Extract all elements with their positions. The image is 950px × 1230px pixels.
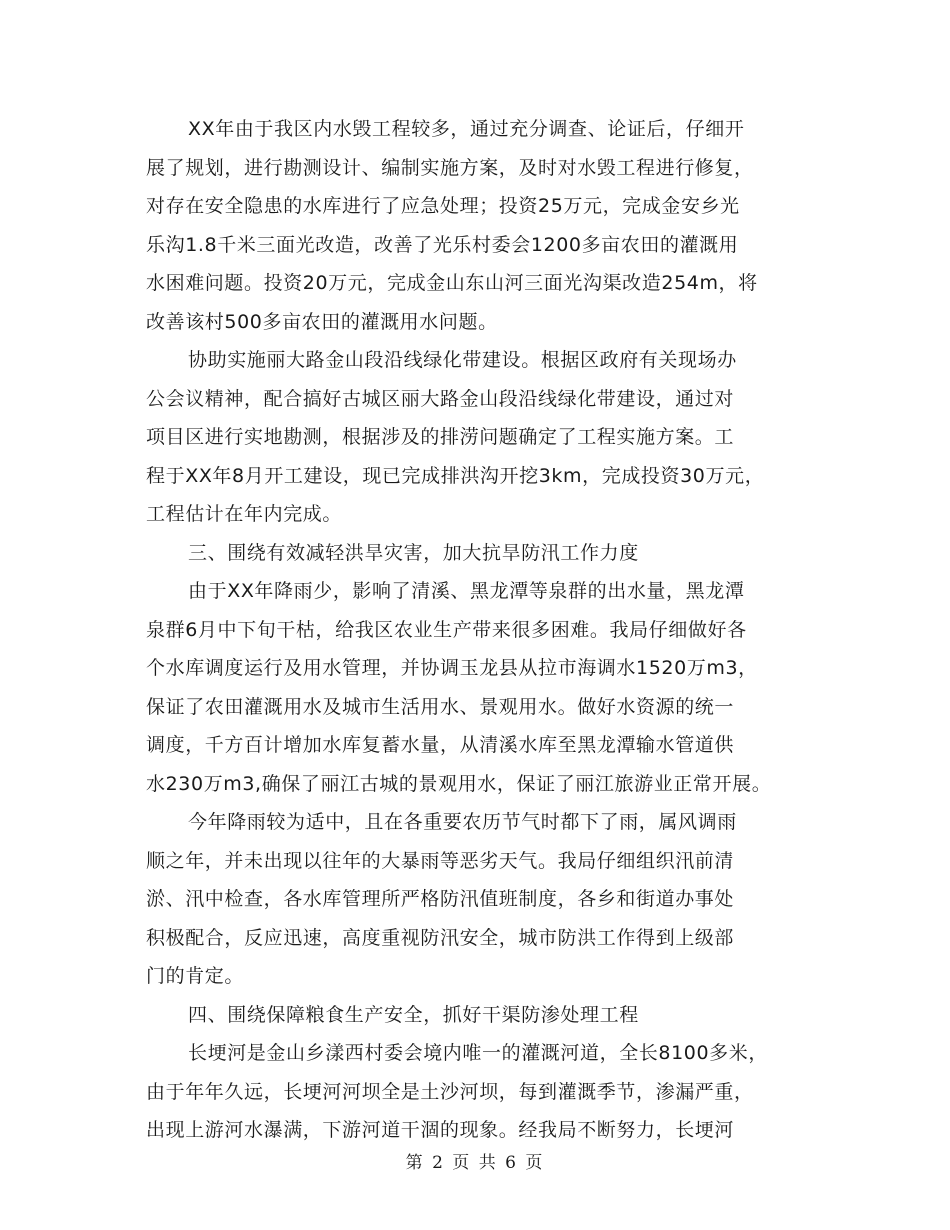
text-line: 协助实施丽大路金山段沿线绿化带建设。根据区政府有关现场办 [188, 349, 737, 371]
text-line: 由于年年久远，长埂河河坝全是土沙河坝，每到灌溉季节，渗漏严重， [146, 1080, 754, 1103]
text-line: 门的肯定。 [146, 965, 245, 987]
text-line: 公会议精神，配合搞好古城区丽大路金山段沿线绿化带建设，通过对 [146, 387, 735, 410]
text-line: 乐沟1.8千米三面光改造，改善了光乐村委会1200多亩农田的灌溉用 [146, 233, 739, 256]
text-line: 展了规划，进行勘测设计、编制实施方案，及时对水毁工程进行修复， [146, 156, 754, 179]
text-line: 长埂河是金山乡漾西村委会境内唯一的灌溉河道，全长8100多米， [188, 1042, 768, 1064]
text-line: 工程估计在年内完成。 [146, 503, 343, 525]
section-heading: 四、围绕保障粮食生产安全，抓好干渠防渗处理工程 [188, 1003, 639, 1026]
text-line: 水230万m3,确保了丽江古城的景观用水，保证了丽江旅游业正常开展。 [146, 772, 772, 795]
text-line: 积极配合，反应迅速，高度重视防汛安全，城市防洪工作得到上级部 [146, 926, 735, 949]
page-number-footer: 第 2 页 共 6 页 [405, 1153, 545, 1173]
text-line: 对存在安全隐患的水库进行了应急处理；投资25万元，完成金安乡光 [146, 195, 740, 217]
text-line: 个水库调度运行及用水管理，并协调玉龙县从拉市海调水1520万m3， [146, 657, 758, 679]
text-line: 顺之年，并未出现以往年的大暴雨等恶劣天气。我局仔细组织汛前清 [146, 849, 735, 872]
text-line: 保证了农田灌溉用水及城市生活用水、景观用水。做好水资源的统一 [146, 695, 735, 718]
text-line: 项目区进行实地勘测，根据涉及的排涝问题确定了工程实施方案。工 [146, 426, 735, 448]
text-line: 由于XX年降雨少，影响了清溪、黑龙潭等泉群的出水量，黑龙潭 [188, 580, 745, 602]
text-line: 淤、汛中检查，各水库管理所严格防汛值班制度，各乡和街道办事处 [146, 888, 735, 910]
text-line: 调度，千方百计增加水库复蓄水量，从清溪水库至黑龙潭输水管道供 [146, 734, 735, 756]
text-line: 改善该村500多亩农田的灌溉用水问题。 [146, 310, 498, 333]
document-body [146, 110, 806, 1150]
text-line: XX年由于我区内水毁工程较多，通过充分调查、论证后，仔细开 [188, 118, 745, 140]
text-line: 水困难问题。投资20万元，完成金山东山河三面光沟渠改造254m，将 [146, 272, 758, 294]
text-line: 今年降雨较为适中，且在各重要农历节气时都下了雨，属风调雨 [188, 811, 737, 833]
text-line: 泉群6月中下旬干枯，给我区农业生产带来很多困难。我局仔细做好各 [146, 618, 747, 641]
text-line: 出现上游河水瀑满，下游河道干涸的现象。经我局不断努力，长埂河 [146, 1119, 735, 1141]
text-line: 程于XX年8月开工建设，现已完成排洪沟开挖3km，完成投资30万元， [146, 464, 765, 487]
section-heading: 三、围绕有效减轻洪旱灾害，加大抗旱防汛工作力度 [188, 541, 639, 564]
